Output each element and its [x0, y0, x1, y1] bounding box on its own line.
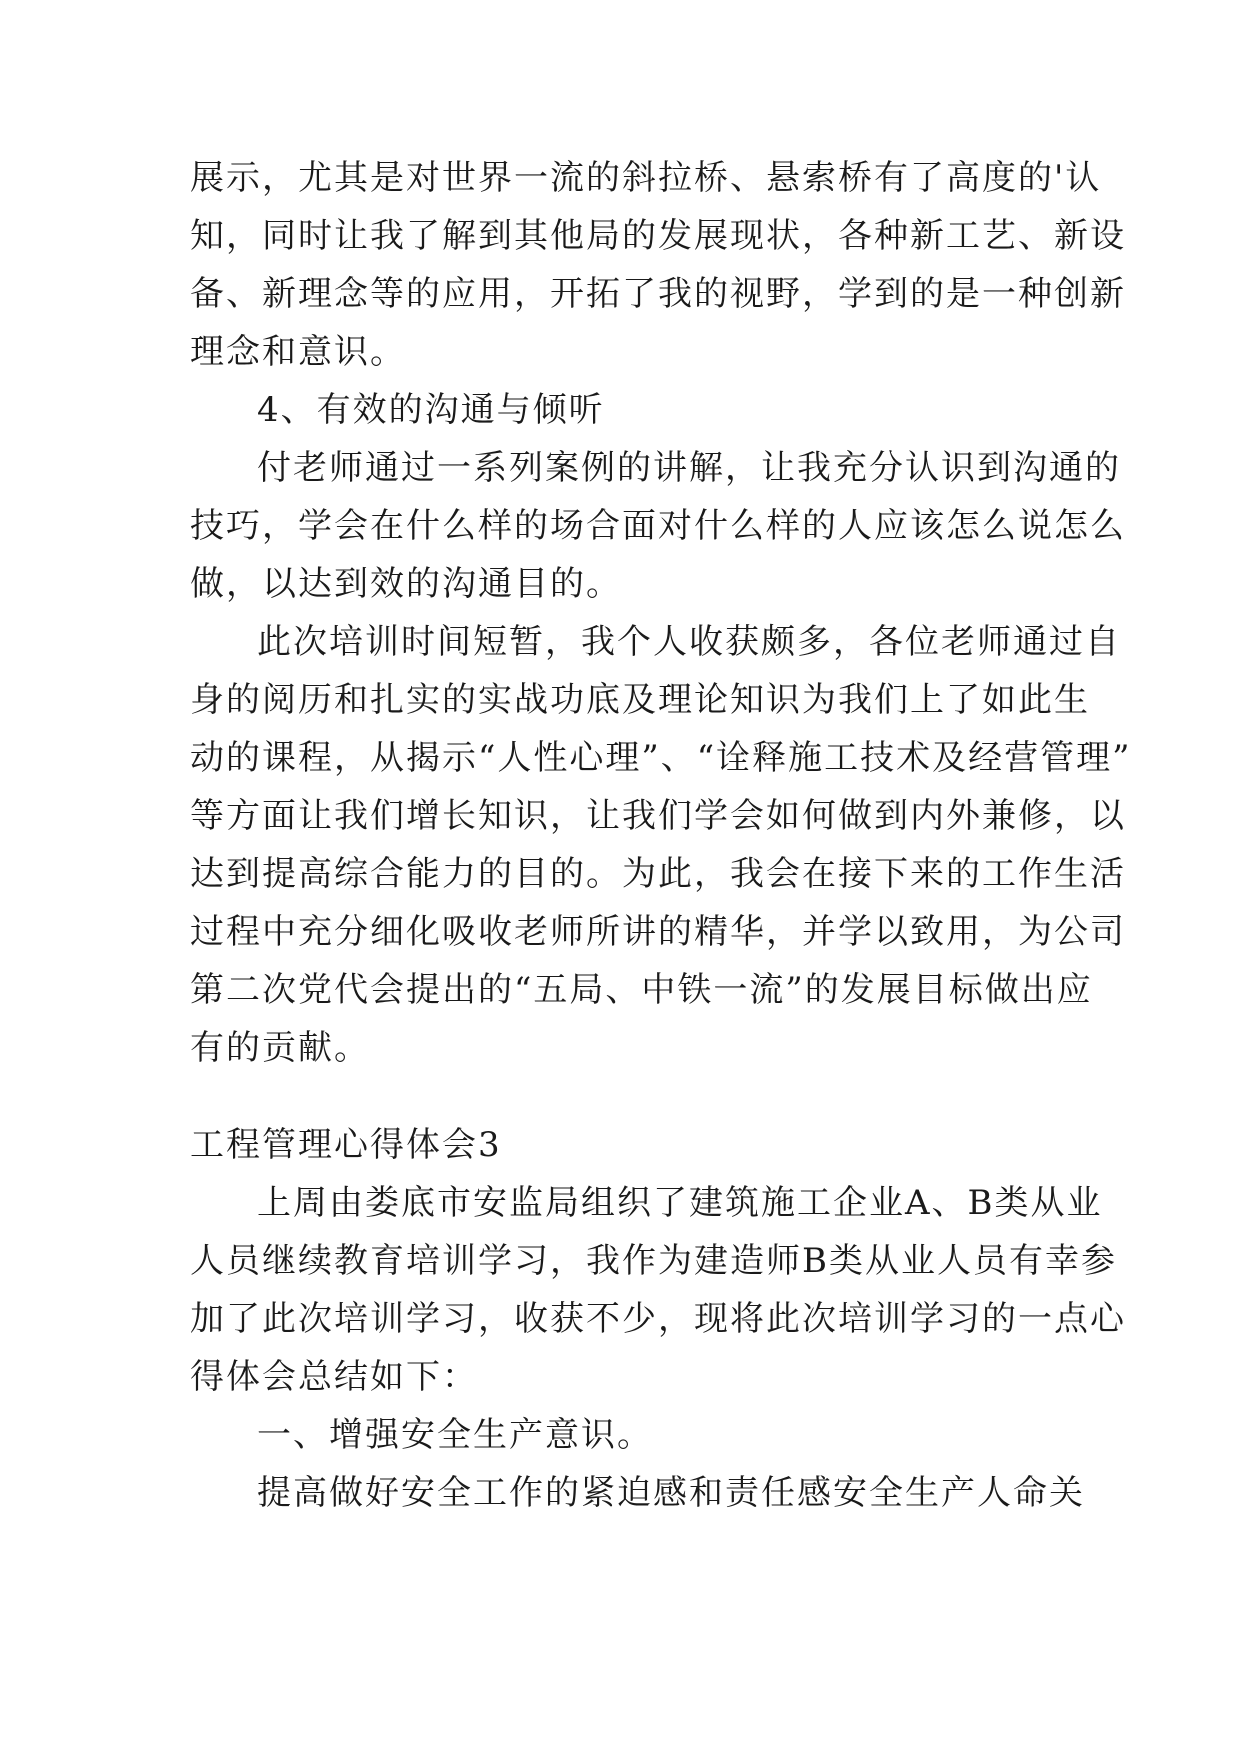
body-text-line: 第二次党代会提出的“五局、中铁一流”的发展目标做出应 — [190, 970, 1093, 1010]
body-text-line: 达到提高综合能力的目的。为此，我会在接下来的工作生活 — [190, 854, 1126, 894]
body-text-line: 等方面让我们增长知识，让我们学会如何做到内外兼修，以 — [190, 796, 1126, 836]
body-text-line: 过程中充分细化吸收老师所讲的精华，并学以致用，为公司 — [190, 912, 1126, 952]
body-text-line: 动的课程，从揭示“人性心理”、“诠释施工技术及经营管理” — [190, 738, 1132, 778]
body-text-line: 展示，尤其是对世界一流的斜拉桥、悬索桥有了高度的'认 — [190, 158, 1102, 198]
body-text-line: 提高做好安全工作的紧迫感和责任感安全生产人命关 — [257, 1473, 1085, 1513]
body-text-line: 人员继续教育培训学习，我作为建造师B类从业人员有幸参 — [190, 1241, 1117, 1281]
section-heading: 4、有效的沟通与倾听 — [257, 390, 605, 430]
body-text-line: 此次培训时间短暂，我个人收获颇多，各位老师通过自 — [257, 622, 1121, 662]
body-text-line: 理念和意识。 — [190, 332, 406, 372]
document-title: 工程管理心得体会3 — [190, 1125, 502, 1165]
body-text-line: 加了此次培训学习，收获不少，现将此次培训学习的一点心 — [190, 1299, 1126, 1339]
body-text-line: 有的贡献。 — [190, 1028, 370, 1068]
body-text-line: 做，以达到效的沟通目的。 — [190, 564, 622, 604]
body-text-line: 知，同时让我了解到其他局的发展现状，各种新工艺、新设 — [190, 216, 1126, 256]
body-text-line: 上周由娄底市安监局组织了建筑施工企业A、B类从业 — [257, 1183, 1103, 1223]
body-text-line: 备、新理念等的应用，开拓了我的视野，学到的是一种创新 — [190, 274, 1126, 314]
body-text-line: 技巧，学会在什么样的场合面对什么样的人应该怎么说怎么 — [190, 506, 1126, 546]
section-heading: 一、增强安全生产意识。 — [257, 1415, 653, 1455]
body-text-line: 得体会总结如下： — [190, 1357, 478, 1397]
body-text-line: 身的阅历和扎实的实战功底及理论知识为我们上了如此生 — [190, 680, 1090, 720]
body-text-line: 付老师通过一系列案例的讲解，让我充分认识到沟通的 — [257, 448, 1121, 488]
